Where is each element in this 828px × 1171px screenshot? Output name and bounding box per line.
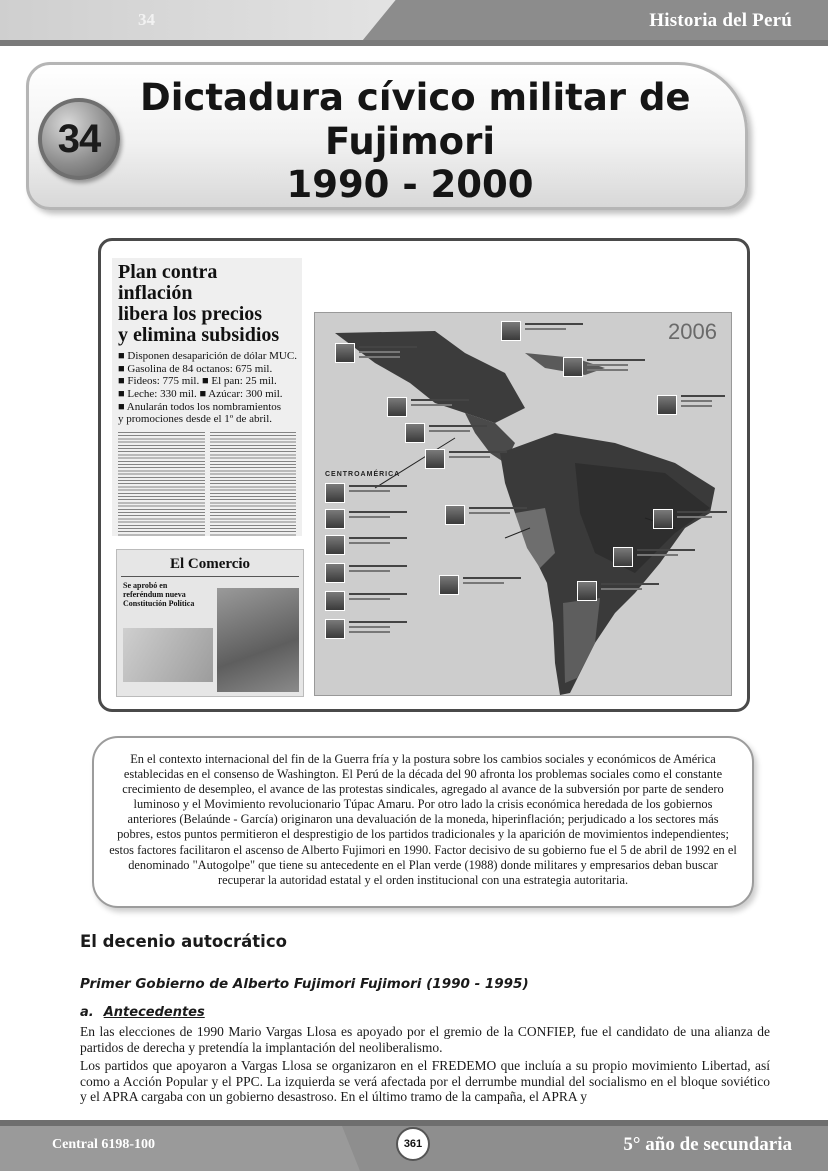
leader-portrait: [439, 575, 459, 595]
clipping-headline: [112, 258, 302, 348]
chapter-number: 34: [57, 116, 101, 161]
body-paragraph-1: En las elecciones de 1990 Mario Vargas Llosa es apoyado por el gremio de la CONFIEP, fue el candidato de una alianza de partidos de derecha y pretendía la implantación del neoliberalismo.: [80, 1024, 770, 1055]
latin-america-map: [314, 312, 732, 696]
leader-caption: [637, 549, 695, 559]
footer-band-stripe: [0, 1120, 828, 1126]
header-band-stripe: [0, 40, 828, 46]
leader-caption: [359, 346, 417, 361]
leader-caption: [349, 511, 407, 521]
leader-caption: [525, 323, 583, 333]
leader-portrait: [325, 591, 345, 611]
footer-page-number: 361: [396, 1127, 430, 1161]
clipping-headline-line-2: libera los precios: [118, 303, 263, 325]
chapter-number-badge: [38, 98, 120, 180]
leader-caption: [349, 565, 407, 575]
clipping-bullet: y promociones desde el 1º de abril.: [118, 413, 273, 426]
chapter-title-line-2: Fujimori: [324, 119, 496, 163]
map-region-argentina: [563, 598, 600, 683]
leader-caption: [601, 583, 659, 593]
item-marker: a.: [80, 1005, 94, 1020]
leader-caption: [349, 621, 407, 636]
clipping-text-columns: [112, 428, 302, 536]
subsection-title: Primer Gobierno de Alberto Fujimori Fujimori (1990 - 1995): [80, 976, 529, 992]
leader-portrait: [657, 395, 677, 415]
map-year: 2006: [668, 319, 717, 344]
clipping-bullet: ■ Anularán todos los nombramientos: [118, 400, 282, 413]
clipping-column: [118, 432, 205, 536]
item-heading: [80, 1005, 205, 1020]
chapter-title: [140, 76, 691, 207]
leader-caption: [587, 359, 645, 374]
leader-portrait: [445, 505, 465, 525]
newspaper-masthead: El Comercio: [169, 556, 251, 572]
chapter-title-line-3: 1990 - 2000: [286, 163, 534, 207]
leader-caption: [349, 537, 407, 547]
leader-portrait: [501, 321, 521, 341]
leader-portrait: [335, 343, 355, 363]
header-subject: Historia del Perú: [649, 10, 792, 31]
crowd-photo: [217, 588, 299, 692]
map-land-mexico: [335, 331, 525, 423]
context-text: En el contexto internacional del fin de la Guerra fría y la postura sobre los cambios sociales y económicos de América establecidas en el consenso de Washington. El Perú de la década del 90 afronta los problemas sociales como el constante crecimiento de desempleo, el avance de las protestas sindicales, agregado al avance de la subversión por parte de sendero luminoso y el Movimiento revolucionario Túpac Amaru. Por otro lado la crisis económica heredada de los gobiernos anteriores (Belaúnde - García) originaron una devaluación de la moneda, hiperinflación; perjudicado a los sectores más pobres, estos puntos permitieron el desprestigio de los partidos tradicionales y la aparición de movimientos independientes; estos factores facilitaron el ascenso de Alberto Fujimori en 1990. Factor decisivo de su gobierno fue el 5 de abril de 1992 en el denominado "Autogolpe" que tiene su antecedente en el Plan verde (1988) donde militares y empresarios deban buscar recuperar la autoridad estatal y el orden institucional con una estrategia autoritaria.: [109, 752, 737, 887]
leader-caption: [349, 485, 407, 495]
clipping-headline-line-1: Plan contra inflación: [118, 261, 218, 304]
header-page-number: 34: [138, 10, 155, 29]
leader-caption: [463, 577, 521, 587]
leader-portrait: [325, 535, 345, 555]
leader-portrait: [653, 509, 673, 529]
leader-portrait: [325, 483, 345, 503]
clipping-bullet: ■ Leche: 330 mil. ■ Azúcar: 300 mil.: [118, 387, 283, 400]
context-box: [92, 736, 754, 908]
leader-caption: [681, 395, 725, 410]
leader-portrait: [405, 423, 425, 443]
leader-portrait: [387, 397, 407, 417]
clipping-column: [210, 432, 297, 536]
leader-portrait: [325, 563, 345, 583]
masthead-rule: [121, 576, 299, 577]
map-central-america-label: CENTROAMÉRICA: [325, 471, 401, 478]
leader-caption: [469, 507, 527, 517]
leader-portrait: [325, 509, 345, 529]
leader-portrait: [613, 547, 633, 567]
leader-portrait: [325, 619, 345, 639]
clipping-bullets: [112, 348, 302, 428]
clipping-bullet: ■ Gasolina de 84 octanos: 675 mil.: [118, 362, 273, 375]
footer-phone: Central 6198-100: [52, 1137, 156, 1152]
leader-caption: [449, 451, 507, 461]
leader-portrait: [577, 581, 597, 601]
leader-portrait: [425, 449, 445, 469]
leader-caption: [349, 593, 407, 603]
leader-caption: [429, 425, 487, 435]
leader-caption: [411, 399, 469, 409]
item-title: Antecedentes: [103, 1005, 205, 1020]
chapter-title-line-1: Dictadura cívico militar de: [140, 76, 691, 119]
leader-caption: [677, 511, 727, 521]
ballot-photo: [123, 628, 213, 682]
footer-grade: 5° año de secundaria: [623, 1134, 792, 1155]
leader-portrait: [563, 357, 583, 377]
section-title: El decenio autocrático: [80, 932, 287, 951]
body-paragraph-2: Los partidos que apoyaron a Vargas Llosa se organizaron en el FREDEMO que incluía a su propio movimiento Libertad, así como a Acción Popular y el PPC. La izquierda se verá afectada por el derrumbe mundial del socialismo en el bloque soviético y el APRA cargaba con un gobierno desastroso. En el último tramo de la campaña, el APRA y: [80, 1058, 770, 1104]
newspaper-clipping-el-comercio: [116, 549, 304, 697]
clipping-bullet: ■ Disponen desaparición de dólar MUC.: [118, 350, 297, 362]
clipping-headline-line-3: y elimina subsidios: [118, 324, 280, 346]
newspaper-subhead: Se aprobó en referéndum nueva Constitución Política: [123, 581, 195, 608]
clipping-bullet: ■ Fideos: 775 mil. ■ El pan: 25 mil.: [118, 375, 277, 388]
newspaper-clipping-inflation: [112, 258, 302, 536]
map-illustration: [315, 313, 732, 696]
